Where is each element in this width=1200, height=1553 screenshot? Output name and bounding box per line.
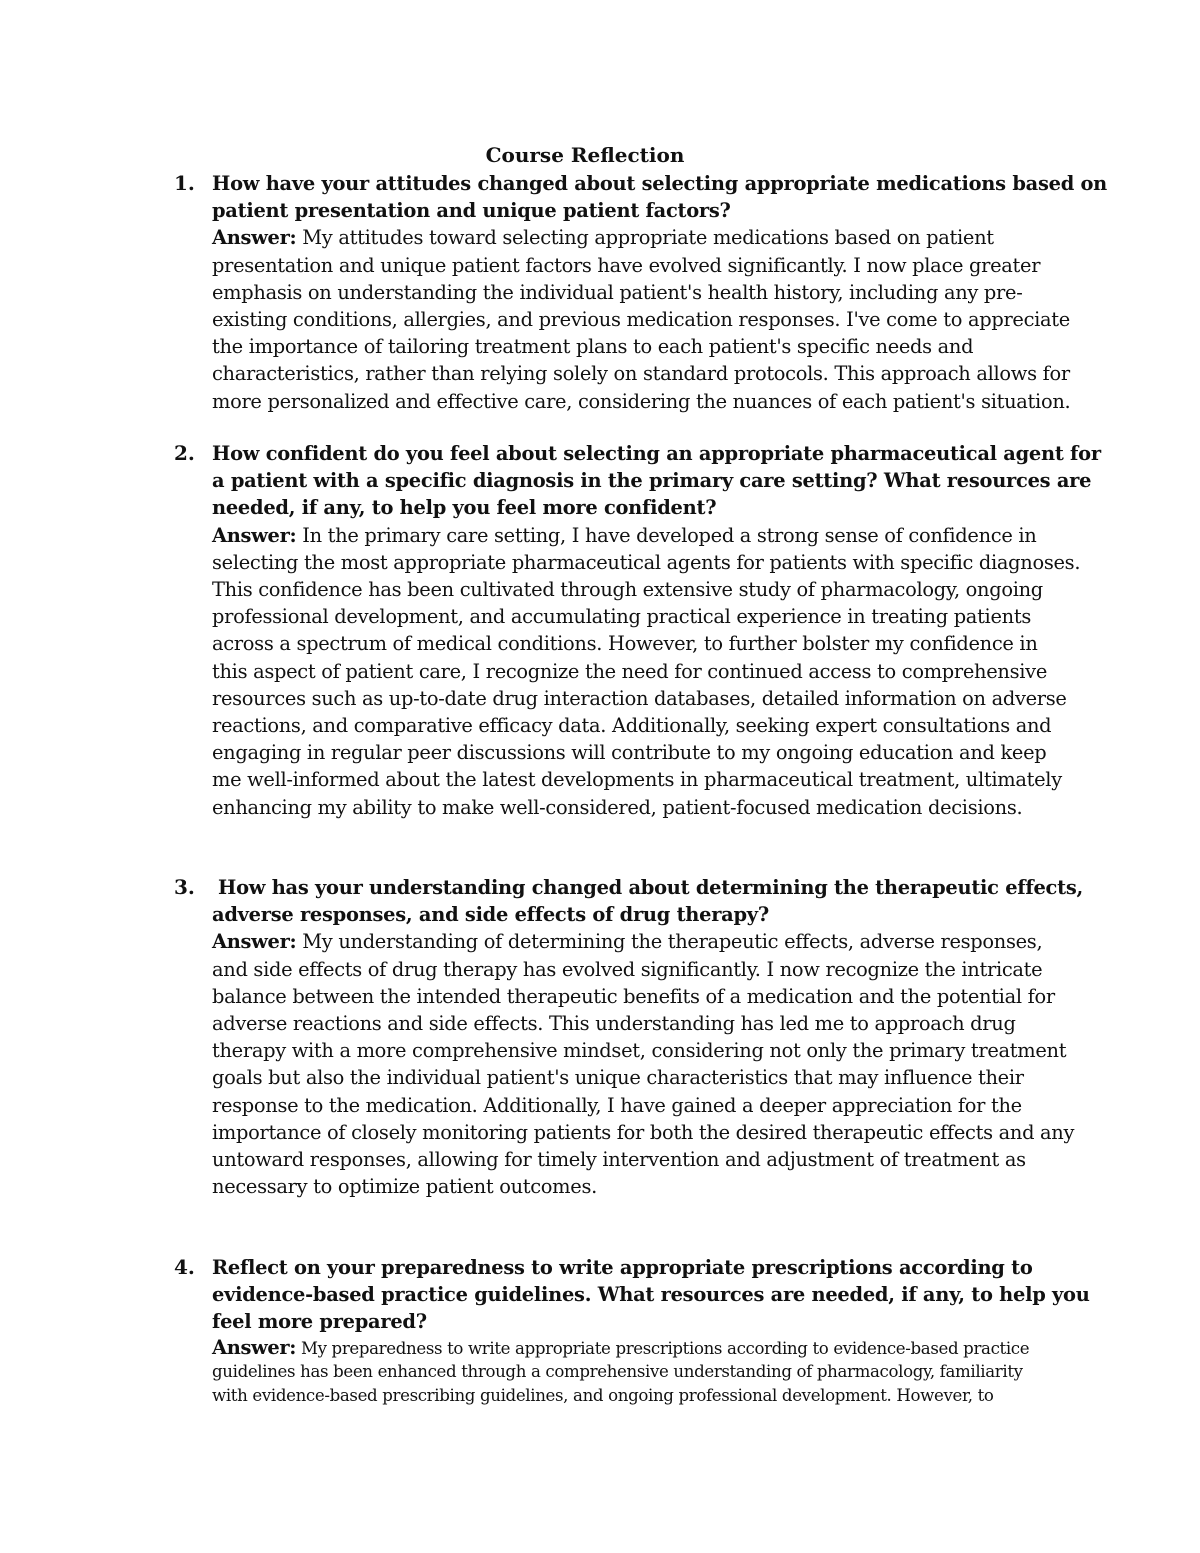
answer-line: reactions, and comparative efficacy data. Additionally, seeking expert consultations and — [212, 714, 1052, 738]
answer-line: Answer: My attitudes toward selecting appropriate medications based on patient — [212, 226, 994, 250]
item-number: 4. — [174, 1255, 195, 1279]
answer-line: existing conditions, allergies, and previous medication responses. I've come to appreciate — [212, 308, 1070, 332]
question-line: How confident do you feel about selecting an appropriate pharmaceutical agent for — [212, 442, 1101, 465]
answer-line: adverse reactions and side effects. This understanding has led me to approach drug — [212, 1012, 1016, 1036]
question-line: Reflect on your preparedness to write appropriate prescriptions according to — [212, 1256, 1033, 1279]
reflection-item-4 — [174, 1254, 1090, 1407]
question-line: evidence-based practice guidelines. What resources are needed, if any, to help you — [212, 1283, 1090, 1307]
answer-text — [212, 224, 1074, 414]
answer-line: Answer: My preparedness to write appropriate prescriptions according to evidence-based practice — [212, 1335, 1030, 1359]
item-number: 1. — [174, 171, 195, 195]
answer-line: engaging in regular peer discussions will contribute to my ongoing education and keep — [212, 741, 1047, 765]
answer-text — [212, 522, 1081, 821]
question-line: a patient with a specific diagnosis in the primary care setting? What resources are — [212, 469, 1092, 493]
reflection-item-3 — [174, 874, 1083, 1200]
question-line: needed, if any, to help you feel more confident? — [212, 496, 717, 520]
question-text — [212, 440, 1101, 522]
question-line: feel more prepared? — [212, 1310, 427, 1334]
question-line: How has your understanding changed about determining the therapeutic effects, — [218, 876, 1083, 899]
item-number: 3. — [174, 875, 195, 899]
answer-line: the importance of tailoring treatment plans to each patient's specific needs and — [212, 335, 974, 359]
answer-line: therapy with a more comprehensive mindset, considering not only the primary treatment — [212, 1039, 1067, 1063]
question-text — [212, 874, 1083, 928]
answer-line: untoward responses, allowing for timely intervention and adjustment of treatment as — [212, 1148, 1026, 1172]
answer-line: necessary to optimize patient outcomes. — [212, 1175, 597, 1199]
answer-line: enhancing my ability to make well-considered, patient-focused medication decisions. — [212, 795, 1023, 819]
question-text — [212, 170, 1108, 224]
reflection-item-2 — [174, 440, 1101, 821]
answer-line: presentation and unique patient factors have evolved significantly. I now place greater — [212, 253, 1041, 277]
answer-line: guidelines has been enhanced through a comprehensive understanding of pharmacology, familiarity — [212, 1362, 1023, 1382]
answer-line: Answer: My understanding of determining the therapeutic effects, adverse responses, — [212, 930, 1043, 954]
answer-label: Answer: — [212, 1335, 297, 1359]
question-line: How have your attitudes changed about selecting appropriate medications based on — [212, 172, 1108, 195]
item-number: 2. — [174, 441, 195, 465]
answer-text — [212, 1336, 1074, 1408]
answer-text — [212, 928, 1074, 1200]
answer-line: Answer: In the primary care setting, I have developed a strong sense of confidence in — [212, 523, 1037, 547]
answer-line: professional development, and accumulating practical experience in treating patients — [212, 605, 1031, 629]
question-line: adverse responses, and side effects of drug therapy? — [212, 903, 769, 927]
answer-line: and side effects of drug therapy has evolved significantly. I now recognize the intricate — [212, 957, 1043, 981]
answer-line: resources such as up-to-date drug interaction databases, detailed information on adverse — [212, 686, 1067, 710]
answer-label: Answer: — [212, 226, 297, 250]
answer-line: selecting the most appropriate pharmaceutical agents for patients with specific diagnoses. — [212, 550, 1081, 574]
answer-line: this aspect of patient care, I recognize the need for continued access to comprehensive — [212, 659, 1047, 683]
question-text — [212, 1254, 1090, 1336]
answer-line: across a spectrum of medical conditions. However, to further bolster my confidence in — [212, 632, 1038, 656]
question-line: patient presentation and unique patient factors? — [212, 199, 731, 223]
answer-line: emphasis on understanding the individual patient's health history, including any pre- — [212, 280, 1023, 304]
answer-line: importance of closely monitoring patients for both the desired therapeutic effects and any — [212, 1120, 1075, 1144]
answer-line: characteristics, rather than relying solely on standard protocols. This approach allows for — [212, 362, 1070, 386]
answer-line: more personalized and effective care, considering the nuances of each patient's situation. — [212, 389, 1071, 413]
answer-line: goals but also the individual patient's unique characteristics that may influence their — [212, 1066, 1024, 1090]
answer-line: This confidence has been cultivated through extensive study of pharmacology, ongoing — [212, 578, 1043, 602]
answer-label: Answer: — [212, 930, 297, 954]
answer-line: me well-informed about the latest developments in pharmaceutical treatment, ultimately — [212, 768, 1062, 792]
answer-line: balance between the intended therapeutic benefits of a medication and the potential for — [212, 984, 1055, 1008]
page-title: Course Reflection — [485, 143, 685, 167]
answer-line: with evidence-based prescribing guidelines, and ongoing professional development. However, to — [212, 1385, 994, 1405]
answer-line: response to the medication. Additionally, I have gained a deeper appreciation for the — [212, 1093, 1022, 1117]
reflection-item-1 — [174, 170, 1108, 415]
answer-label: Answer: — [212, 523, 297, 547]
